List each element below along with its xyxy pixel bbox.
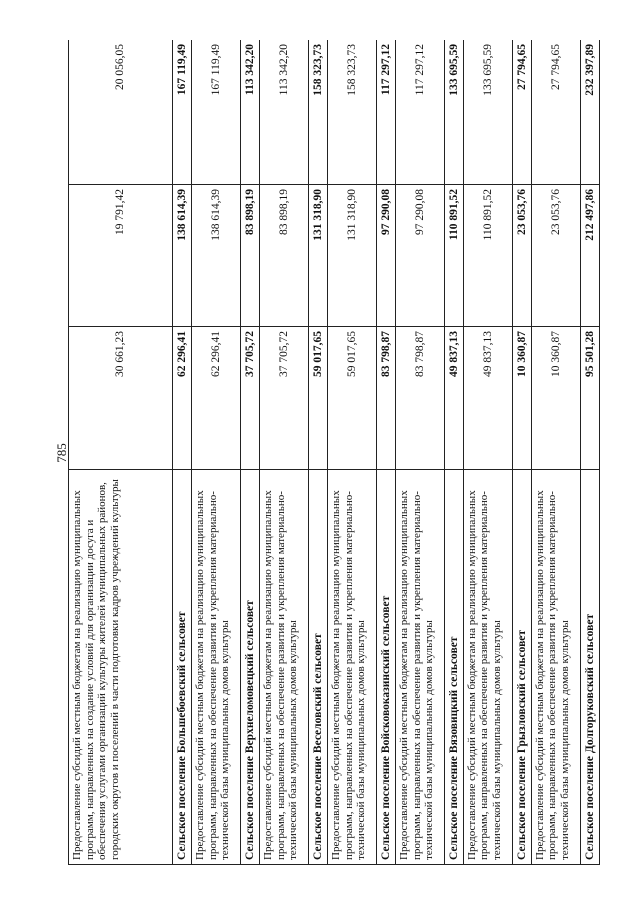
value-cell-col2: 138 614,39 xyxy=(192,185,241,327)
row-name-cell: Сельское поселение Грызловский сельсовет xyxy=(512,470,531,865)
value-cell-col3: 113 342,20 xyxy=(260,40,309,185)
value-cell-col3: 27 794,65 xyxy=(531,40,580,185)
row-name-cell: Сельское поселение Вязовицкий сельсовет xyxy=(444,470,463,865)
value-cell-col3: 20 056,05 xyxy=(69,40,173,185)
row-name-cell: Предоставление субсидий местным бюджетам на реализацию муниципальных программ, направленных на создание условий для организации досуга и обеспечения услугами организаций культуры жителей муниципальных районов, городских округов и поселений в части подготовки кадров учреждений культуры xyxy=(69,470,173,865)
value-cell-col2: 131 318,90 xyxy=(328,185,377,327)
table-row xyxy=(580,40,599,865)
value-cell-col2: 23 053,76 xyxy=(512,185,531,327)
value-cell-col1: 59 017,65 xyxy=(308,327,327,470)
value-cell-col1: 37 705,72 xyxy=(260,327,309,470)
row-name-cell: Предоставление субсидий местным бюджетам на реализацию муниципальных программ, направленных на обеспечение развития и укрепления материально-технической базы муниципальных домов культуры xyxy=(260,470,309,865)
value-cell-col1: 37 705,72 xyxy=(241,327,260,470)
table-row xyxy=(444,40,463,865)
row-name-cell: Предоставление субсидий местным бюджетам на реализацию муниципальных программ, направленных на обеспечение развития и укрепления материально-технической базы муниципальных домов культуры xyxy=(328,470,377,865)
row-name-cell: Предоставление субсидий местным бюджетам на реализацию муниципальных программ, направленных на обеспечение развития и укрепления материально-технической базы муниципальных домов культуры xyxy=(192,470,241,865)
value-cell-col2: 23 053,76 xyxy=(531,185,580,327)
value-cell-col2: 83 898,19 xyxy=(260,185,309,327)
value-cell-col1: 10 360,87 xyxy=(512,327,531,470)
budget-table-body xyxy=(69,40,600,865)
value-cell-col3: 167 119,49 xyxy=(192,40,241,185)
value-cell-col3: 133 695,59 xyxy=(463,40,512,185)
value-cell-col2: 138 614,39 xyxy=(173,185,192,327)
row-name-cell: Сельское поселение Войсковоказинский сельсовет xyxy=(376,470,395,865)
table-row xyxy=(308,40,327,865)
value-cell-col1: 95 501,28 xyxy=(580,327,599,470)
table-row xyxy=(328,40,377,865)
value-cell-col1: 83 798,87 xyxy=(396,327,445,470)
value-cell-col1: 83 798,87 xyxy=(376,327,395,470)
value-cell-col1: 30 661,23 xyxy=(69,327,173,470)
value-cell-col3: 158 323,73 xyxy=(308,40,327,185)
value-cell-col3: 117 297,12 xyxy=(396,40,445,185)
value-cell-col1: 62 296,41 xyxy=(173,327,192,470)
row-name-cell: Сельское поселение Долгоруковский сельсовет xyxy=(580,470,599,865)
value-cell-col3: 158 323,73 xyxy=(328,40,377,185)
value-cell-col2: 212 497,86 xyxy=(580,185,599,327)
value-cell-col1: 59 017,65 xyxy=(328,327,377,470)
table-row xyxy=(531,40,580,865)
value-cell-col3: 117 297,12 xyxy=(376,40,395,185)
table-row xyxy=(463,40,512,865)
rotated-page-content xyxy=(68,40,600,865)
value-cell-col3: 133 695,59 xyxy=(444,40,463,185)
value-cell-col2: 131 318,90 xyxy=(308,185,327,327)
table-row xyxy=(512,40,531,865)
value-cell-col2: 83 898,19 xyxy=(241,185,260,327)
value-cell-col2: 97 290,08 xyxy=(376,185,395,327)
table-row xyxy=(396,40,445,865)
table-row xyxy=(376,40,395,865)
value-cell-col3: 113 342,20 xyxy=(241,40,260,185)
row-name-cell: Предоставление субсидий местным бюджетам на реализацию муниципальных программ, направленных на обеспечение развития и укрепления материально-технической базы муниципальных домов культуры xyxy=(463,470,512,865)
table-row xyxy=(192,40,241,865)
value-cell-col2: 110 891,52 xyxy=(444,185,463,327)
value-cell-col1: 49 837,13 xyxy=(444,327,463,470)
value-cell-col2: 97 290,08 xyxy=(396,185,445,327)
row-name-cell: Предоставление субсидий местным бюджетам на реализацию муниципальных программ, направленных на обеспечение развития и укрепления материально-технической базы муниципальных домов культуры xyxy=(531,470,580,865)
value-cell-col1: 49 837,13 xyxy=(463,327,512,470)
table-row xyxy=(260,40,309,865)
row-name-cell: Сельское поселение Большебоевский сельсовет xyxy=(173,470,192,865)
value-cell-col3: 232 397,89 xyxy=(580,40,599,185)
table-row xyxy=(69,40,173,865)
value-cell-col3: 27 794,65 xyxy=(512,40,531,185)
budget-table xyxy=(68,40,600,865)
value-cell-col1: 10 360,87 xyxy=(531,327,580,470)
rotated-table-container xyxy=(68,40,600,865)
row-name-cell: Сельское поселение Верхнеломовецкий сельсовет xyxy=(241,470,260,865)
table-row xyxy=(173,40,192,865)
value-cell-col1: 62 296,41 xyxy=(192,327,241,470)
value-cell-col3: 167 119,49 xyxy=(173,40,192,185)
page-number-text: 785 xyxy=(54,443,69,463)
table-row xyxy=(241,40,260,865)
row-name-cell: Предоставление субсидий местным бюджетам на реализацию муниципальных программ, направленных на обеспечение развития и укрепления материально-технической базы муниципальных домов культуры xyxy=(396,470,445,865)
row-name-cell: Сельское поселение Веселовский сельсовет xyxy=(308,470,327,865)
value-cell-col2: 19 791,42 xyxy=(69,185,173,327)
value-cell-col2: 110 891,52 xyxy=(463,185,512,327)
